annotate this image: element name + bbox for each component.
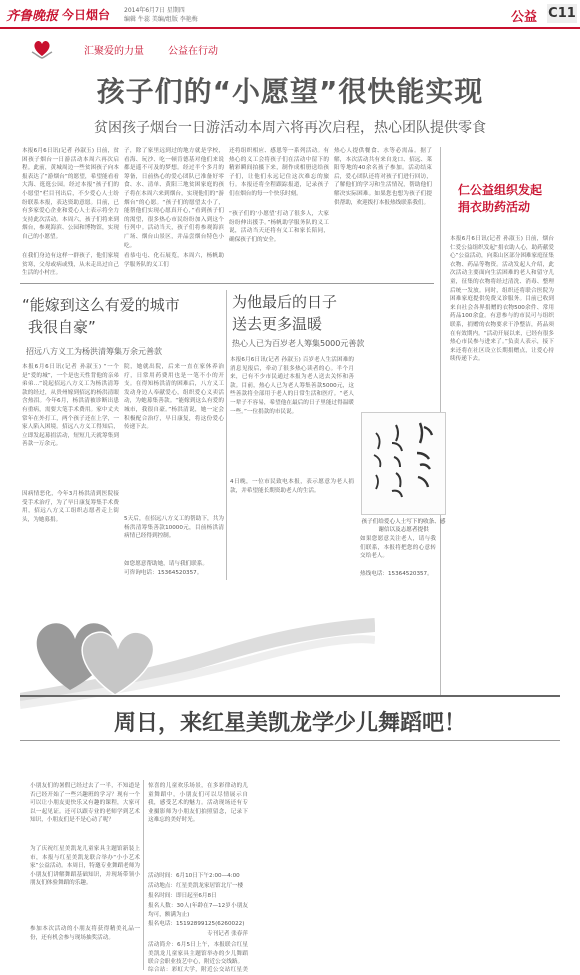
calligraphy-photo: [361, 412, 446, 515]
article-text-column: 为了庆祝红星美凯龙儿童家具主题馆新装上市，本报与红星美凯龙联合举办“小小艺术家”公益活动。本周日，特邀专业舞蹈老师为小朋友们讲解舞蹈基础知识，并现场带领小朋友们体验舞蹈的乐趣。: [30, 846, 140, 887]
article2-headline-line2: 我很自豪”: [28, 318, 96, 336]
signup-period: 报名时间：即日起至6月8日: [148, 893, 217, 899]
column-divider: [143, 780, 144, 970]
article-text-column: 5天后，在招远八方义工的帮助下，共为杨洪清筹集善款10000元，目前杨洪清病情已经得到控制。: [124, 516, 224, 540]
newspaper-logo: 齐鲁晚报: [6, 9, 59, 24]
main-subheadline: 贫困孩子烟台一日游活动本周六将再次启程，热心团队提供零食: [94, 120, 486, 136]
article-text-column: “孩子们的‘小愿望’打动了很多人，大家纷纷伸出援手。”杨帆助学服务队的义工说，活动当天还将有义工和家长陪同，确保孩子们的安全。: [229, 211, 329, 243]
article-text-column: 看恭屯屯、化石展览，本周六，杨帆助学服务队的义工们: [124, 253, 224, 268]
article-text-column: 本报6月6日讯(记者 孙淑玉) 日前，贫困孩子烟台一日游活动本周六再次启程。此前，黄城周边一些贫困孩子向本报表达了“游烟台”的愿望，希望能看看大海、逛逛公园。经过本报“孩子们的小愿望”栏目刊出后，不少爱心人士纷纷联系本报，表达资助意愿。目前，已有多家爱心企业和爱心人士表示将全力支持此次活动。本周六，孩子们将来到烟台，参观海滨、公园和博物馆，实现自己的小愿望。: [22, 148, 119, 240]
article2-headline: [22, 294, 180, 338]
event-time: 活动时间：6月10日下午2:00—4:00: [148, 873, 240, 879]
article3-headline-line1: 为他最后的日子: [232, 293, 338, 311]
article-text-column: 活动简介：6月5日上午，本报联合红星美凯龙儿童家具主题馆举办的少儿舞蹈: [148, 942, 248, 957]
byline: 专刊记者 张春萍: [207, 931, 248, 937]
editor-credits: 编辑 牛蕊 美编/组版 李艳梅: [124, 16, 198, 23]
side-story-headline: 仁公益组织发起: [458, 183, 543, 197]
side-story-headline: 捐衣助药活动: [458, 200, 531, 214]
article-text-column: 如您愿意帮助她，请与我们联系。: [124, 561, 208, 567]
article4-headline: 周日，来红星美凯龙学少儿舞蹈吧！: [113, 711, 466, 736]
header-divider: [0, 27, 580, 29]
article-text-column: 联合会职业技艺中心，附近公交线路。: [148, 959, 244, 965]
article-text-column: 还将组织相应、感恩等一系列活动。有热心的义工会将孩子们在活动中留下的精彩瞬间拍摄下来，制作成相册送给孩子们，让他们永远记住这次难忘的旅行。本报还将全程跟踪报道，记录孩子们在烟台的每一个快乐时刻。: [229, 148, 329, 197]
page-number: C11: [548, 6, 576, 21]
side-story-text: 本报6月6日讯(记者 孙淑玉) 日前，烟台仁爱公益组织发起“捐衣助人心，助药献爱心”公益活动，向莱山区部分困难家庭征集衣物、药品等物资。活动发起人介绍，此次活动主要面向生活困难的老人和留守儿童，征集的衣物将经过清洗、消毒、整理后统一发放。同时，组织还将联合医院为困难家庭提供免费义诊服务。目前已收到来自社会各界捐赠的衣物500余件、常用药品100余盒。有意参与的市民可与组织联系，捐赠的衣物要求干净整洁，药品须在有效期内。“活动开展以来，已经有很多热心市民参与进来了。”负责人表示，接下来还将在社区设立长期捐赠点，让爱心持续传递下去。: [450, 236, 554, 363]
page-header: [0, 0, 580, 27]
article-text-column: 4日晚，一位市民致电本报，表示愿意为老人捐款，并希望能长期资助老人的生活。: [230, 479, 354, 494]
article-text-column: 本报6月6日讯(记者 孙淑玉) “一个是“爱的城”，一个是也天性背他的亲弟弟弟...”说起招远八方义工为杨洪清筹款的经过，从贵州嫁到招远的杨洪清眼含热泪。今年6月，杨洪清被诊断出患有重病，需要大笔手术费用。家中丈夫常年在外打工，两个孩子还在上学，一家人陷入困境。招远八方义工得知后，立即发起募捐活动，短短几天就筹集到善款一万余元。: [22, 364, 119, 448]
article-text-column: 参加本次活动的小朋友将获得精美礼品一份，还有机会参与现场抽奖活动。: [30, 926, 140, 941]
signup-capacity: 报名人数：30人(年龄在7—12岁小朋友均可，额满为止): [148, 903, 248, 918]
article2-note: 招远八方义工为杨洪清筹集万余元善款: [26, 347, 162, 356]
issue-date: 2014年6月7日 星期四: [124, 7, 185, 14]
section-divider: [20, 695, 560, 697]
main-headline: 孩子们的“小愿望”很快能实现: [96, 75, 484, 108]
article-text-column: 在我们身边有这样一群孩子，他们家境贫寒，父母或病或残，从未走出过自己生活的小村庄。: [22, 253, 119, 277]
column-divider: [226, 290, 227, 580]
article-text-column: 子，除了家里远到过的地方就是学校，看海、玩沙、吃一顿肯德基对他们来说都是遥不可及的梦想。经过半个多月的筹备，日前热心的爱心团队已准备好零食、水、清单、黄阳三地贫困家庭的孩子将在本周六来到烟台，实现他们的“游烟台”的心愿。“孩子们的愿望太小了，能帮他们实现心愿真开心，”看到孩子们的渴望，很多热心市民纷纷加入到这个行列中。活动当天，孩子们将参观海滨广场、烟台山景区，并品尝烟台特色小吃。: [124, 148, 224, 249]
dancers-photo: [255, 742, 575, 972]
article-text-column: 院，她就出院，后来一直在家休养治疗，日常用药费用也是一笔不小的开支。在得知杨洪清的困难后，八方义工发动身边人奉献爱心，组织爱心义卖活动，为她募集善款。“能嫁到这么有爱的城市，我很自豪。”杨洪清说，她一定会积极配合治疗，早日康复，将这份爱心传递下去。: [124, 364, 224, 431]
article-text-column: 小朋友们的暑假已经过去了一半，不知道是否已经开始了一些兴趣班的学习？现有一个可以让小朋友更快乐又有趣的课程，大家可以一起见证。还可以跟专业的老师学到艺术知识，小朋友们是不是心动了呢？: [30, 783, 140, 824]
banner-slogan-secondary: 公益在行动: [168, 46, 218, 57]
article-text-column: 惊喜的儿童欢乐场景，在多彩律动的儿童舞蹈中，小朋友们可以尽情展示自我，感受艺术的魅力。活动现场还有专业摄影师为小朋友们拍照留念，记录下这难忘的美好时光。: [148, 783, 248, 824]
article-text-column: 本报6月6日讯(记者 孙淑玉) 百岁老人生活困难的消息见报后，牵动了很多热心读者的心。半个月来，已有不少市民通过本报为老人送去关怀和善款。目前，热心人已为老人筹集善款5000元，这些善款将全部用于老人的日常生活和医疗。“老人一辈子不容易，希望他在最后的日子里能过得温暖一些。”一位捐款的市民说。: [230, 357, 354, 415]
section-divider: [20, 740, 560, 741]
section-name: 公益: [511, 10, 538, 25]
hearts-illustration: [20, 585, 375, 710]
article2-headline-line1: “能嫁到这么有爱的城市: [22, 296, 180, 314]
article-text-column: 综合站：彩虹大学，附近公交站红星美: [148, 967, 248, 973]
banner-slogan: 汇聚爱的力量: [84, 46, 144, 57]
event-location: 活动地点：红星美凯龙家居馆北厅一楼: [148, 883, 244, 889]
signup-phone: 报名电话：15192899125(6260022): [148, 921, 245, 927]
section-divider: [20, 283, 434, 284]
article-text-column: 可咨询电话：15364520357。: [124, 570, 203, 576]
article-text-column: 热心人提供餐食、水等必需品。据了解，本次活动共有来自龙口、招远、莱阳等地的40余名孩子参加。活动结束后，爱心团队还将对孩子们进行回访，了解他们的学习和生活情况，帮助他们解决实际困难。如果您也想为孩子们提供帮助，欢迎拨打本报热线联系我们。: [334, 148, 432, 206]
article3-note: 热心人已为百岁老人筹集5000元善款: [232, 339, 365, 348]
article-text-column: 因病情恶化，今年3月杨洪清到医院接受手术治疗，为了早日康复筹集手术费用，招远八方义工组织志愿者走上街头，为她募捐。: [22, 491, 119, 523]
heart-hands-icon: [30, 36, 54, 60]
article3-headline-line2: 送去更多温暖: [232, 315, 323, 333]
article-text-column: 如果您愿意关注老人，请与我们联系，本报将把您的心意转交给老人。: [360, 536, 436, 560]
article3-headline: [232, 291, 337, 335]
article-text-column: 热线电话：15364520357。: [360, 571, 433, 577]
edition-name: 今日烟台: [62, 8, 111, 22]
handwritten-receipt-image: [362, 413, 447, 516]
photo-caption: 孩子们给爱心人士写下的收条、感谢信以及志愿者提供: [361, 519, 446, 533]
